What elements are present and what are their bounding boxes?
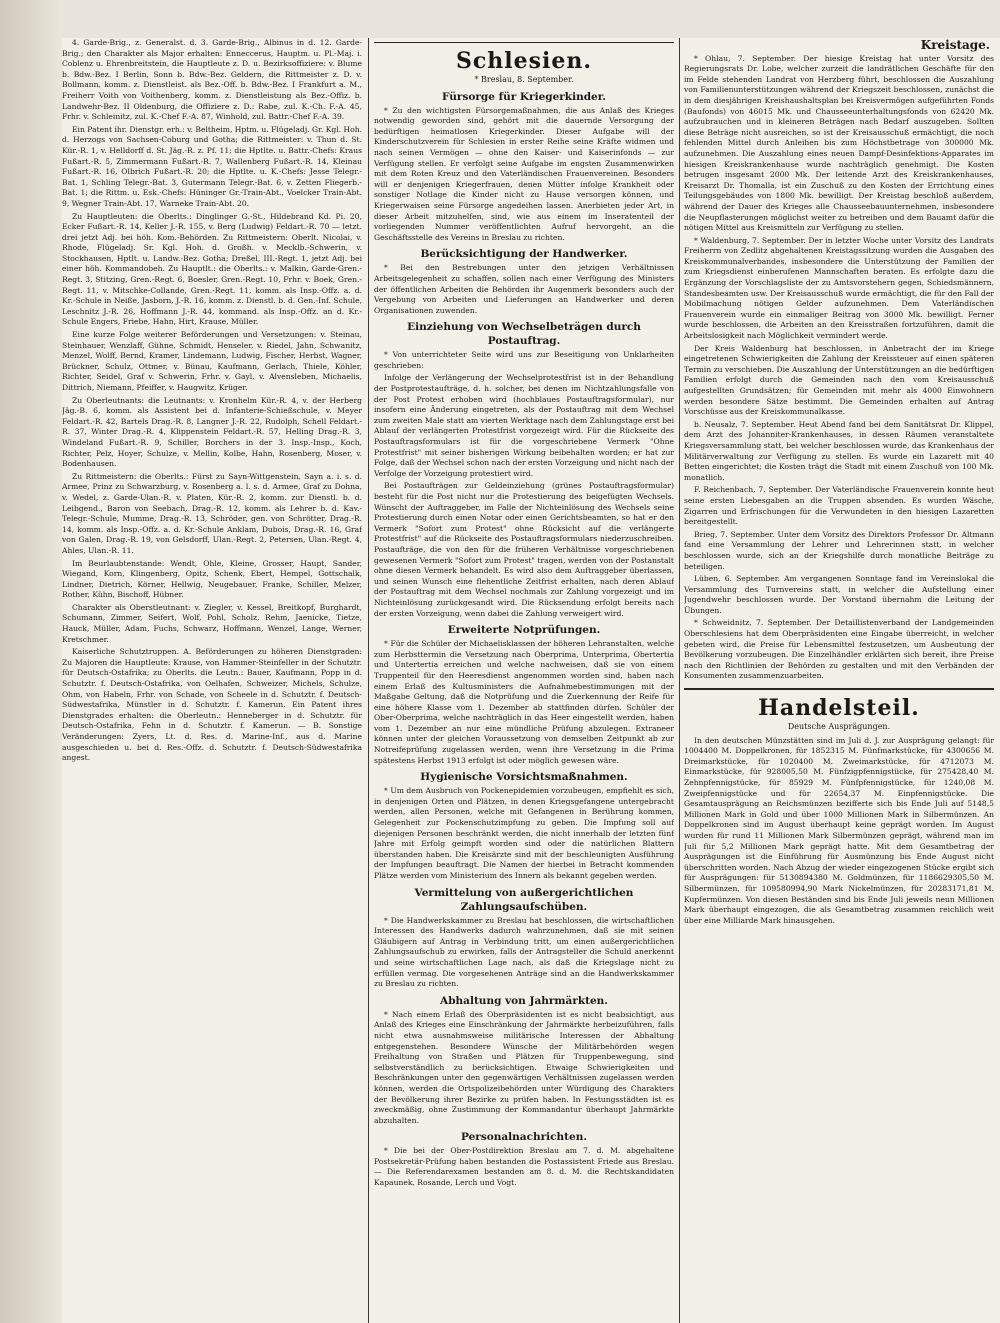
column3-paragraph: * Schweidnitz, 7. September. Der Detaillistenverband der Landgemeinden Oberschlesiens hat dem Oberpräsidenten eine Eingabe überreicht, in welcher gebeten wird, die Preise für Lebensmittel festzusetzen, um Ausbeutung der Bevölkerung vorzubeugen. Die Einzelhändler erklärten sich bereit, ihre Preise nach den Richtlinien der Behörden zu gestalten und mit den Verbänden der Konsumenten zusammenzuarbeiten. xyxy=(684,618,994,681)
article-paragraph: * Für die Schüler der Michaelisklassen der höheren Lehranstalten, welche zum Herbsttermin die Versetzung nach Oberprima, Unterprima, Obertertia und Untertertia erreichen und welche nachweisen, daß sie von einem Truppenteil für den Heeresdienst angenommen worden sind, haben nach einem Erlaß des Kultusministers die Aufnahmebestimmungen mit der Maßgabe Geltung, daß die Notprüfung und die Zuerkennung der Reife für eine höhere Klasse vom 1. Dezember ab stattfinden dürfen. Schüler der Ober-Oberprima, welche nachträglich in das Heer eingestellt werden, haben vom 1. Dezember an nur eine mündliche Prüfung abzulegen. Extraneer können unter der gleichen Voraussetzung von demselben Zeitpunkt ab zur Notreifeprüfung zugelassen werden, wenn ihre Versetzung in die Prima spätestens Herbst 1913 erfolgt ist oder möglich gewesen wäre. xyxy=(374,639,674,765)
article-paragraph: * Bei den Bestrebungen unter den jetzigen Verhältnissen Arbeitsgelegenheit zu schaffen, sollen nach einer Verfügung des Ministers der öffentlichen Arbeiten die Behörden ihr Augenmerk besonders auch der Vergebung von Arbeiten und Lieferungen an Handwerker und deren Organisationen zuwenden. xyxy=(374,263,674,315)
article-paragraph: Infolge der Verlängerung der Wechselprotestfrist ist in der Behandlung der Postprotestaufträge, d. h. solcher, bei denen im Nichtzahlungsfalle von der Post Protest erhoben wird (hochblaues Postauftragsformular), nur insofern eine Änderung eingetreten, als der Postauftrag mit dem Wechsel zum zweiten Male statt am vierten Werktage nach dem Zahlungstage erst bei Ablauf der verlängerten Protestfrist vorgezeigt wird. Für die Rückseite des Postauftragsformulars ist für die vorgeschriebene Vermerk "Ohne Protestfrist" mit seiner bisherigen Wirkung beibehalten worden; er hat zur Folge, daß der Wechsel schon nach der ersten Vorzeigung und nicht nach der Verfolge der Vorzeigung protestiert wird. xyxy=(374,373,674,478)
section-title: Schlesien. xyxy=(455,48,593,74)
section-subtitle: Deutsche Ausprägungen. xyxy=(787,722,891,732)
column1-paragraph: Charakter als Oberstleutnant: v. Ziegler, v. Kessel, Breitkopf, Burghardt, Schumann, Zimmer, Seifert, Wolf, Pohl, Scholz, Rehm, Jaenicke, Tietze, Hauck, Müller, Adam, Fuchs, Schwarz, Hoffmann, Wenzel, Lange, Werner, Kretschmer. xyxy=(62,602,362,644)
article-paragraph: * Von unterrichteter Seite wird uns zur Beseitigung von Unklarheiten geschrieben: xyxy=(374,350,674,370)
article-title: Berücksichtigung der Handwerker. xyxy=(420,248,628,261)
column1-paragraph: Zu Oberleutnants: die Leutnants: v. Kronhelm Kür.-R. 4, v. der Herberg Jäg.-B. 6, komm. als Assistent bei d. Infanterie-Schießschule, v. Meyer Feldart.-R. 42, Bartels Drag.-R. 8, Langner J.-R. 22, Rudolph, Schell Feldart.-R. 37, Winter Drag.-R. 4, Klippenstein Feldart.-R. 57, Helling Drag.-R. 3, Windeland Fußart.-R. 9, Schiller, Borchers in der 3. Insp.-Insp., Koch, Richter, Pelz, Hoyer, Schulze, v. Mellin, Kolbe, Hahn, Rosenberg, Moser, v. Bodenhausen. xyxy=(62,395,362,469)
column3-paragraph: Brieg, 7. September. Unter dem Vorsitz des Direktors Professor Dr. Altmann fand eine Versammlung der Lehrer und Lehrerinnen statt, in welcher beschlossen wurde, sich an der Kriegshilfe durch monatliche Beiträge zu beteiligen. xyxy=(684,529,994,571)
article-title: Fürsorge für Kriegerkinder. xyxy=(442,90,606,103)
article-paragraph: * Zu den wichtigsten Fürsorgemaßnahmen, die aus Anlaß des Krieges notwendig geworden sind, gehört mit die dauernde Versorgung der bedürftigen heimatlosen Kriegerkinder. Dieser Aufgabe will der Kinderschutzverein für Schlesien in erster Reihe seine Kräfte widmen und nach seinen Vermögen — ohne den Kaiser- und Kaiserinfonds — zur Verfügung stellen. Er verfolgt seine Aufgabe im engsten Zusammenwirken mit dem Roten Kreuz und den Vaterländischen Frauenvereinen. Besonders will er denjenigen Kriegerfrauen, denen Mütter infolge Krankheit oder sonstiger Notlage die Kinder nicht zu Hause versorgen können, und Kriegerwaisen seine Fürsorge angedeihen lassen. Anerbieten jeder Art, in dieser Arbeit mitzuhelfen, sind, wie aus einem im Inseratenteil der vorliegenden Nummer veröffentlichten Aufruf hervorgeht, an die Geschäftsstelle des Vereins in Breslau zu richten. xyxy=(374,105,674,242)
column1-paragraph: Zu Hauptleuten: die Oberlts.: Dinglinger G.-St., Hildebrand Kd. Pi. 20, Ecker Fußart.-R. 14, Keller J.-R. 155, v. Berg (Ludwig) Feldart.-R. 70 — letzt. drei jetzt Adj. bei höh. Kom.-Behörden. Zu Rittmeistern: Oberlt. Nicolai, v. Rhode, Flügeladj. Sr. Kgl. Hoh. d. Großh. v. Mecklb.-Schwerin, v. Stockhausen, Hptlt. u. Landw.-Bez. Gotha; Dreßel, III.-Regt. 1, jetzt Adj. bei einer höh. Kommandobeh. Zu Hauptlt.: die Oberlts.: v. Malkin, Garde-Gren.-Regt. 3, Stitzing, Gren.-Regt. 6, Boesler, Gren.-Regt. 10, Frhr. v. Boek, Gren.-Regt. 11, v. Mitschke-Collande, Gren.-Regt. 11, komm. als Insp.-Offz. a. d. Kr.-Schule in Neiße, Jasborn, J.-R. 16, komm. z. Dienstl. b. d. Gen.-Inf. Schule, Leschnitz J.-R. 26, Hoffmann J.-R. 44, kommand. als Insp.-Offz. an d. Kr.-Schule Engers, Friebe, Hahn, Hirt, Krause, Müller. xyxy=(62,211,362,327)
article-title: Vermittelung von außergerichtlichen Zahlungsaufschüben. xyxy=(414,886,634,913)
column1-paragraph: 4. Garde-Brig., z. Generalst. d. 3. Garde-Brig., Albinus in d. 12. Garde-Brig.; den Charakter als Major erhalten: Enneccerus, Hauptm. u. Pl.-Maj. i. Coblenz u. Ehrenbreitstein, die Hauptleute z. D. u. Bezirksoffiziere: v. Blume b. Bdw.-Bez. I Berlin, Sonn b. Bdw.-Bez. Geldern, die Rittmeister z. D. v. Bollmann, komm. z. Dienstleist. als Bez.-Off. b. Bdw.-Bez. I Frankfurt a. M., Freiherr Voith von Voithenberg, komm. z. Dienstleistung als Bez.-Offiz. b. Landwehr-Bez. II Oldenburg, die Offiziere z. D.: Rabe, zul. K.-Ch. F.-A. 45, Frhr. v. Schleinitz, zul. K.-Chef F.-A. 87, Winhold, zul. Battr.-Chef F.-A. 39. xyxy=(62,38,362,122)
column3-paragraph: F. Reichenbach, 7. September. Der Vaterländische Frauenverein konnte heut seine ersten Liebesgaben an die Truppen absenden. Es wurden Wäsche, Zigarren und Erfrischungen für die Verwundeten in den hiesigen Lazaretten bereitgestellt. xyxy=(684,485,994,527)
column1-paragraph: Im Beurlaubtenstande: Wendt, Ohle, Kleine, Grosser, Haupt, Sander, Wiegand, Korn, Klingenberg, Opitz, Schenk, Ebert, Hempel, Gottschalk, Lindner, Dietrich, Körner, Hellwig, Neugebauer, Franke, Schiller, Melzer, Rother, Kühn, Bischoff, Hübner. xyxy=(62,558,362,600)
section-title-kreistage: Kreistage. xyxy=(920,38,990,52)
column-divider xyxy=(368,38,369,1323)
section-divider xyxy=(684,688,994,690)
article-title: Abhaltung von Jahrmärkten. xyxy=(440,994,608,1007)
article-title: Einziehung von Wechselbeträgen durch Postauftrag. xyxy=(407,321,641,348)
newspaper-page xyxy=(62,38,1000,1323)
column1-paragraph: Eine kurze Folge weiterer Beförderungen und Versetzungen: v. Steinau, Steinhauer, Wenzlaff, Gühne, Schmidt, Henseler, v. Riedel, Jahn, Schwanitz, Menzel, Wolff, Bernd, Kramer, Lindemann, Ludwig, Fischer, Herbst, Wagner, Brückner, Schulz, Ottmer, v. Bünau, Kaufmann, Gerlach, Thiele, Köhler, Richter, Seidel, Graf v. Schwerin, Frhr. v. Gayl, v. Alvensleben, Michaelis, Dittrich, Niemann, Pfeiffer, v. Haugwitz, Krüger. xyxy=(62,330,362,392)
article-paragraph: * Die bei der Ober-Postdirektion Breslau am 7. d. M. abgehaltene Postsekretär-Prüfung haben bestanden die Postassistent Friede aus Breslau. — Die Referendarexamen bestanden am 8. d. M. die Rechtskandidaten Kapaunek, Rosande, Lerch und Vogt. xyxy=(374,1146,674,1188)
column3-paragraph: Lüben, 6. September. Am vergangenen Sonntage fand im Vereinslokal die Versammlung des Turnvereins statt, in welcher die Aufstellung einer Jugendwehr beschlossen wurde. Der Vorstand übernahm die Leitung der Übungen. xyxy=(684,574,994,615)
column1-paragraph: Ein Patent ihr. Dienstgr. erh.: v. Beltheim, Hptm. u. Flügeladj. Gr. Kgl. Hoh. d. Herzogs von Sachsen-Coburg und Gotha; die Rittmeister: v. Thun d. St. Kür.-R. 1, v. Helldorff d. St. Jäg.-R. z. Pf. 11; die Hptlte. u. Battr.-Chefs: Kraus Fußart.-R. 5, Zimmermann Fußart.-R. 7, Wallenberg Fußart.-R. 14, Kleinau Fußart.-R. 16, Olbrich Fußart.-R. 20; die Hptlte. u. K.-Chefs: Jesse Telegr.-Bat. 1, Schling Telegr.-Bat. 3, Gutermann Telegr.-Bat. 6, v. Zetten Fliegerb.-Bat. 1; die Rittm. u. Esk.-Chefs: Hüninger Gr.-Train-Abt., Voelcker Train-Abt. 9, Wegner Train-Abt. 17, Warneke Train-Abt. 20. xyxy=(62,124,362,208)
article-title: Erweiterte Notprüfungen. xyxy=(447,624,601,637)
article-paragraph: * Um dem Ausbruch von Pockenepidemien vorzubeugen, empfiehlt es sich, in denjenigen Orten und Plätzen, in denen Kriegsgefangene untergebracht werden, allen Personen, welche mit Gefangenen in Berührung kommen, Gelegenheit zur Pockenschutzimpfung zu geben. Die Impfung soll auf diejenigen Personen beschränkt werden, die nicht innerhalb der letzten fünf Jahre mit Erfolg geimpft worden sind oder die natürlichen Blattern überstanden haben. Die Kreisärzte sind mit der beschleunigten Ausführung der Impfungen beauftragt. Die Namen der hierbei in Betracht kommenden Plätze werden vom Ministerium des Innern als bekannt gegeben werden. xyxy=(374,786,674,880)
column3-paragraph: Der Kreis Waldenburg hat beschlossen, in Anbetracht der im Kriege eingetretenen Schwierigkeiten die Zahlung der Kreissteuer auf einen späteren Termin zu verschieben. Die Auszahlung der Unterstützungen an die bedürftigen Familien erfolgt durch die Gemeinden nach den vom Kreisausschuß aufgestellten Grundsätzen; für Gemeinden mit mehr als 4000 Einwohnern werden besondere Sätze bestimmt. Die Gemeinden erhalten auf Antrag Vorschüsse aus der Kreiskommunalkasse. xyxy=(684,343,994,417)
trade-paragraph: In den deutschen Münzstätten sind im Juli d. J. zur Ausprägung gelangt: für 1004400 M. Doppelkronen, für 1852315 M. Fünfmarkstücke, für 4300656 M. Dreimarkstücke, für 1020400 M. Zweimarkstücke, für 4712073 M. Einmarkstücke, für 928005,50 M. Fünfzigpfennigstücke, für 275428,40 M. Zehnpfennigstücke, für 85929 M. Fünfpfennigstücke, für 1240,08 M. Zweipfennigstücke und für 22654,37 M. Einpfennigstücke. Die Gesamtausprägung an Reichsmünzen bezifferte sich bis Ende Juli auf 5148,5 Millionen Mark in Gold und über 1000 Millionen Mark in Silbermünzen. An Doppelkronen sind im August überhaupt keine geprägt worden. Im August wurden für rund 11 Millionen Mark Silbermünzen geprägt, während man im Juli für 5,2 Millionen Mark geprägt hatte. Mit dem Gesamtbetrag der Ausprägungen ist die Einführung für Ausmünzung bis Ende August nicht überschritten worden. Nach Abzug der wieder eingezogenen Stücke ergibt sich für Ausprägungen: für 5130894380 M. Goldmünzen, für 1186629305,50 M. Silbermünzen, für 109580994,90 Mark Nickelmünzen, für 20283171,81 M. Kupfermünzen. Von diesen Beständen sind bis Ende Juli jeweils neun Millionen Mark überhaupt eingezogen, die als Gesamtbetrag zusammen reichlich weit über eine Milliarde Mark hinausgehen. xyxy=(684,735,994,925)
column3-paragraph: b. Neusalz, 7. September. Heut Abend fand bei dem Sanitätsrat Dr. Klippel, dem Arzt des Johanniter-Krankenhauses, in dessen Räumen veranstaltete Kriegsversammlung statt, bei welcher beschlossen wurde, das Krankenhaus der Militärverwaltung zur Verfügung zu stellen. Es wurde ein Lazarett mit 40 Betten eingerichtet; die Kosten trägt die Stadt mit einem Zuschuß von 100 Mk. monatlich. xyxy=(684,419,994,482)
column3-paragraph: * Waldenburg, 7. September. Der in letzter Woche unter Vorsitz des Landrats Freiherrn von Zedlitz abgehaltenen Kreistagssitzung wurden die Ausgaben des Kreiskommunalverbandes, insbesondere die Unterstützung der Familien der zum Kriegsdienst einberufenen Mannschaften beraten. Es erfolgte dazu die Ergänzung der Vorschlagsliste der zu Amtsvorstehern gegen, Schiedsmännern, Standesbeamten usw. Der Kreisausschuß wurde ermächtigt, die für den Fall der Mobilmachung nötigen Gelder aufzunehmen. Dem Vaterländischen Frauenverein wurde ein einmaliger Beitrag von 3000 Mk. bewilligt. Ferner wurde beschlossen, die Arbeiten an den Kreisstraßen fortzuführen, damit die Arbeitslosigkeit nach Möglichkeit vermindert werde. xyxy=(684,235,994,341)
dateline: * Breslau, 8. September. xyxy=(474,75,574,84)
article-paragraph: * Die Handwerkskammer zu Breslau hat beschlossen, die wirtschaftlichen Interessen des Handwerks dadurch wahrzunehmen, daß sie mit seinen Gläubigern auf Antrag in Verbindung tritt, um einen außergerichtlichen Zahlungsaufschub zu erwirken, falls der Antragsteller die Schuld anerkennt und seine wirtschaftlichen Lage nach, als daß die Kriegslage nicht zu erfüllen vermag. Die vorgesehenen Anträge sind an die Handwerkskammer zu Breslau zu richten. xyxy=(374,915,674,989)
divider xyxy=(374,42,674,43)
column1-paragraph: Zu Rittmeistern: die Oberlts.: Fürst zu Sayn-Wittgenstein, Sayn a. i. s. d. Armee, Prinz zu Schwarzburg, v. Rosenberg a. l. s. d. Armee, Graf zu Dohna, v. Wedel, z. Garde-Ulan.-R. v. Platen, Kür.-R. 2, komm. zur Dienstl. b. d. Leibgend., Baron von Seebach, Drag.-R. 12, komm. als Lehrer b. d. Kav.-Telegr.-Schule, Mumme, Drag.-R. 13, Schröder, gen. von Schrötter, Drag.-R. 14, komm. als Insp.-Offz. a. d. Kr.-Schule Anklam, Dubois, Drag.-R. 16, Graf von Galen, Drag.-R. 19, von Gelsdorff, Ulan.-Regt. 2, Petersen, Ulan.-Regt. 4, Ahles, Ulan.-R. 11. xyxy=(62,471,362,555)
column1-paragraph: Kaiserliche Schutztruppen. A. Beförderungen zu höheren Dienstgraden: Zu Majoren die Hauptleute: Krause, von Hammer-Steinfeller in der Schutztr. für Deutsch-Ostafrika; zu Oberlts. die Leutn.: Bauer, Kaufmann, Popp in d. Schutztr. f. Deutsch-Ostafrika, von Oelhafen, Schweizer, Michels, Schulze, Ohm, von Habeln, Frhr. von Schade, von Scheele in d. Schutztr. f. Deutsch-Südwestafrika, Münstler in d. Schutztr. f. Kamerun. Ein Patent ihres Dienstgrades erhalten: die Oberleutn.: Henneberger in d. Schutztr. für Deutsch-Ostafrika, Fehn in d. Schutztr. f. Kamerun. — B. Sonstige Veränderungen: Zyers, Lt. d. Res. d. Marine-Inf., aus d. Marine ausgeschieden u. bei d. Res.-Offz. d. Schutztr. f. Deutsch-Südwestafrika angest. xyxy=(62,647,362,763)
section-title-handelsteil: Handelsteil. xyxy=(758,695,920,722)
article-title: Hygienische Vorsichtsmaßnahmen. xyxy=(420,771,628,784)
column-divider xyxy=(679,38,680,1323)
article-title: Personalnachrichten. xyxy=(461,1131,587,1144)
article-paragraph: Bei Postaufträgen zur Geldeinziehung (grünes Postauftragsformular) besteht für die Post nicht nur die Protestierung des beigefügten Wechsels. Wünscht der Auftraggeber, im Falle der Nichteinlösung des Wechsels seine Protestierung durch einen Notar oder einen Gerichtsbeamten, so hat er den Vermerk "Sofort zum Protest" ohne Rücksicht auf die verlängerte Protestfrist" auf die Rückseite des Postauftragsformulars niederzuschreiben. Postaufträge, die von den für die früheren Verhältnisse vorgeschriebenen gewesenen Vermerk "Sofort zum Protest" tragen, werden von der Postanstalt ohne diesen Vermerk behandelt. Es wird also dem Auftraggeber überlassen, und seinen Wunsch eine flehentliche Zeitfrist erhalten, nach deren Ablauf der Postauftrag mit dem Wechsel nochmals zur Zahlung vorgezeigt und im Nichteinlösung zurückgesandt wird. Die Rücksendung erfolgt bereits nach der ersten Vorzeigung, wenn dabei die Zahlung verweigert wird. xyxy=(374,481,674,618)
column-military-personnel xyxy=(62,38,362,1323)
column3-paragraph: * Ohlau, 7. September. Der hiesige Kreistag hat unter Vorsitz des Regierungsrats Dr. Lobe, welcher zurzeit die landrätlichen Geschäfte für den im Felde stehenden Landrat von Herzberg führt, beschlossen die Auszahlung von Familienunterstützungen während der Kriegszeit beschlossen, zunächst die in dem diesjährigen Kreishaushaltsplan bei Kreisvermögen aufgeführten Fonds (Baufonds) von 46015 Mk. und Chausseeunterhaltungsfonds von 62420 Mk. aufzubrauchen und in kleineren Beträgen nach Bedarf auszugeben. Sollten diese Beträge nicht ausreichen, so ist der Kreisausschuß ermächtigt, die noch fehlenden Mittel durch Anleihen bis zum Höchstbetrage von 300000 Mk. aufzunehmen. Die Auszahlung eines neuen Dampf-Desinfektions-Apparates im hiesigen Kreiskrankenhause wurde nachträglich genehmigt. Die Kosten betrugen insgesamt 2000 Mk. Der leitende Arzt des Kreiskrankenhauses, Kreisarzt Dr. Thomalla, ist ein Zuschuß zu den Kosten der Errichtung eines Teilungsgebäudes von 1800 Mk. bewilligt. Der Kreistag beschloß außerdem, während der Dauer des Krieges alle Chausseebauunternehmen, insbesondere die Neupflasterungen möglichst weiter zu betreiben und dem Bauamt dafür die nötigen Mittel aus Kreismitteln zur Verfügung zu stellen. xyxy=(684,53,994,233)
page-binding-edge xyxy=(0,0,62,1323)
column-silesia xyxy=(374,38,674,1323)
article-paragraph: * Nach einem Erlaß des Oberpräsidenten ist es nicht beabsichtigt, aus Anlaß des Krieges eine Einschränkung der Jahrmärkte herbeizuführen, falls nicht etwa ausnahmsweise militärische Interessen der Abhaltung entgegenstehen. Besondere Wünsche der Militärbehörden wegen Freihaltung von Straßen und Plätzen für Truppenbewegung, sind selbstverständlich zu berücksichtigen. Etwaige Schwierigkeiten und Beschränkungen unter den gegenwärtigen Verhältnissen zugelassen werden können, werden die Ortspolizeibehörden unter Würdigung des Charakters der Bevölkerung ihrer Bezirke zu prüfen haben. In Festungsstädten ist es zweckmäßig, ohne Zustimmung der Kommandantur überhaupt Jahrmärkte abzuhalten. xyxy=(374,1009,674,1125)
column-district-and-trade xyxy=(684,38,994,1323)
